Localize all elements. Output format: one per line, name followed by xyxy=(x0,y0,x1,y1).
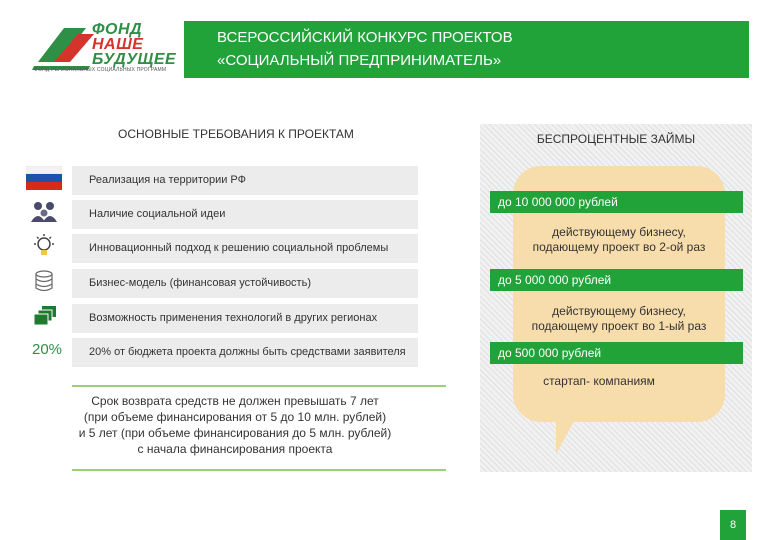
note-bottom-divider xyxy=(72,469,446,471)
header-title-line-1: ВСЕРОССИЙСКИЙ КОНКУРС ПРОЕКТОВ xyxy=(217,29,513,46)
note-line: (при объеме финансирования от 5 до 10 млн. рублей) xyxy=(83,410,387,424)
loan-amount-bar xyxy=(490,269,743,291)
page-number: 8 xyxy=(720,510,746,540)
requirements-heading: ОСНОВНЫЕ ТРЕБОВАНИЯ К ПРОЕКТАМ xyxy=(118,127,354,141)
loan-description xyxy=(493,374,705,389)
requirement-text: Инновационный подход к решению социальной проблемы xyxy=(89,242,389,254)
layers-icon xyxy=(26,305,62,329)
loans-heading: БЕСПРОЦЕНТНЫЕ ЗАЙМЫ xyxy=(536,132,696,146)
russia-flag-icon xyxy=(26,166,62,190)
loan-description-line: стартап- компаниям xyxy=(543,374,655,388)
requirement-text: Бизнес-модель (финансовая устойчивость) xyxy=(89,277,311,289)
logo-subtitle: ФОНД РЕГИОНАЛЬНЫХ СОЦИАЛЬНЫХ ПРОГРАММ xyxy=(34,67,167,73)
loan-description-line: действующему бизнесу, xyxy=(552,225,686,239)
loan-amount: до 500 000 рублей xyxy=(498,346,602,360)
people-icon xyxy=(26,200,62,224)
requirement-text: Возможность применения технологий в других регионах xyxy=(89,312,378,324)
requirement-row xyxy=(72,338,418,367)
note-line: Срок возврата средств не должен превышать 7 лет xyxy=(91,394,379,408)
requirement-row xyxy=(72,234,418,263)
requirement-row xyxy=(72,200,418,229)
repayment-note xyxy=(40,393,430,457)
lightbulb-icon xyxy=(26,234,62,258)
logo-wordmark xyxy=(92,22,176,67)
requirement-text: 20% от бюджета проекта должны быть средствами заявителя xyxy=(89,346,406,358)
loan-description-line: действующему бизнесу, xyxy=(552,304,686,318)
loan-amount-bar xyxy=(490,191,743,213)
logo-line-1: ФОНД xyxy=(92,21,143,38)
note-line: с начала финансирования проекта xyxy=(137,442,333,456)
coins-icon xyxy=(26,269,62,293)
note-top-divider xyxy=(72,385,446,387)
loan-description-line: подающему проект во 2-ой раз xyxy=(532,240,706,254)
loan-description xyxy=(513,225,725,255)
requirement-row xyxy=(72,304,418,333)
logo-line-3: БУДУЩЕЕ xyxy=(92,51,177,68)
loan-amount-bar xyxy=(490,342,743,364)
requirement-text: Реализация на территории РФ xyxy=(89,174,247,186)
note-line: и 5 лет (при объеме финансирования до 5 млн. рублей) xyxy=(78,426,392,440)
percent-label: 20% xyxy=(32,341,63,358)
loan-description-line: подающему проект во 1-ый раз xyxy=(531,319,707,333)
loan-amount: до 10 000 000 рублей xyxy=(498,195,618,209)
loans-bubble-tail xyxy=(556,414,578,454)
loan-amount: до 5 000 000 рублей xyxy=(498,273,612,287)
requirement-row xyxy=(72,269,418,298)
logo-line-2: НАШЕ xyxy=(92,36,144,53)
loan-description xyxy=(513,304,725,334)
header-title-line-2: «СОЦИАЛЬНЫЙ ПРЕДПРИНИМАТЕЛЬ» xyxy=(217,52,502,69)
requirement-text: Наличие социальной идеи xyxy=(89,208,226,220)
requirement-row xyxy=(72,166,418,195)
